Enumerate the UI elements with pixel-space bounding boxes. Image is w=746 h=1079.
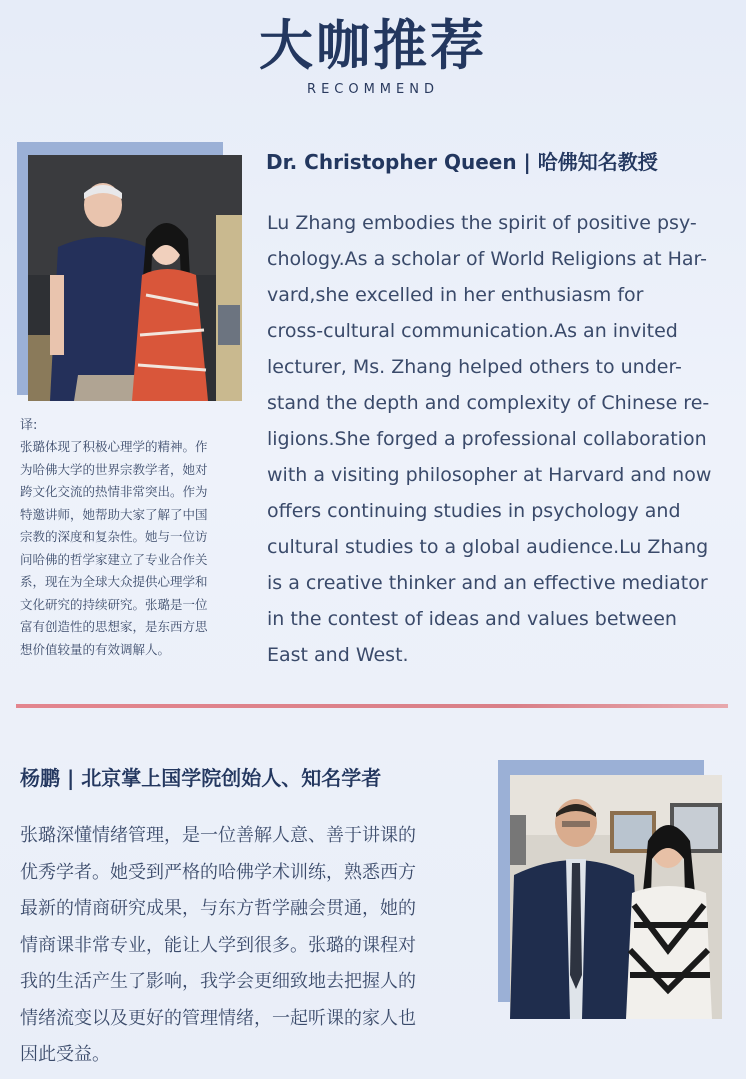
translation-line: 富有创造性的思想家，是东西方思 bbox=[20, 619, 208, 634]
translation-line: 张璐体现了积极心理学的精神。作 bbox=[20, 439, 208, 454]
section2-body-line: 优秀学者。她受到严格的哈佛学术训练，熟悉西方 bbox=[20, 861, 416, 883]
translation-line: 宗教的深度和复杂性。她与一位访 bbox=[20, 529, 208, 544]
section1-body-line: vard,she excelled in her enthusiasm for bbox=[267, 284, 644, 306]
section1-body-line: offers continuing studies in psychology and bbox=[267, 500, 681, 522]
translation-line: 为哈佛大学的世界宗教学者，她对 bbox=[20, 461, 208, 477]
photo-yang-peng bbox=[510, 775, 722, 1019]
section2-body-line: 张璐深懂情绪管理，是一位善解人意、善于讲课的 bbox=[20, 825, 416, 846]
page-subtitle: RECOMMEND bbox=[307, 82, 439, 97]
section1-body-line: chology.As a scholar of World Religions at Har- bbox=[267, 248, 707, 270]
section1-body bbox=[267, 205, 727, 673]
translation-body bbox=[20, 436, 252, 661]
translation-label: 译: bbox=[20, 418, 38, 433]
section1-body-line: is a creative thinker and an effective mediator bbox=[267, 572, 708, 594]
translation-line: 想价值较量的有效调解人。 bbox=[20, 641, 171, 657]
section1-body-line: East and West. bbox=[267, 644, 409, 666]
photo-christopher-queen bbox=[28, 155, 242, 401]
section1-body-line: cultural studies to a global audience.Lu Zhang bbox=[267, 536, 709, 558]
page-title: 大咖推荐 bbox=[259, 14, 487, 77]
section1-body-line: stand the depth and complexity of Chinese re- bbox=[267, 392, 710, 414]
section2-heading: 杨鹏 | 北京掌上国学院创始人、知名学者 bbox=[20, 766, 382, 790]
section1-heading: Dr. Christopher Queen | 哈佛知名教授 bbox=[266, 150, 658, 174]
section2-body-line: 因此受益。 bbox=[20, 1044, 110, 1065]
section1-body-line: in the contest of ideas and values between bbox=[267, 608, 677, 630]
section2-body-line: 最新的情商研究成果，与东方哲学融会贯通，她的 bbox=[20, 898, 416, 919]
section2-body bbox=[20, 818, 490, 1074]
section2-body-line: 情商课非常专业，能让人学到很多。张璐的课程对 bbox=[20, 934, 416, 956]
section2-body-line: 情绪流变以及更好的管理情绪，一起听课的家人也 bbox=[20, 1007, 416, 1029]
section-divider bbox=[16, 704, 728, 708]
section2-body-line: 我的生活产生了影响，我学会更细致地去把握人的 bbox=[20, 971, 416, 992]
translation-line: 文化研究的持续研究。张璐是一位 bbox=[20, 596, 208, 612]
translation-line: 系，现在为全球大众提供心理学和 bbox=[20, 574, 208, 589]
section1-body-line: lecturer, Ms. Zhang helped others to under- bbox=[267, 356, 682, 378]
translation-line: 跨文化交流的热情非常突出。作为 bbox=[20, 484, 208, 499]
section1-body-line: ligions.She forged a professional collaboration bbox=[267, 428, 707, 450]
section1-body-line: Lu Zhang embodies the spirit of positive psy- bbox=[267, 212, 697, 234]
section1-body-line: with a visiting philosopher at Harvard and now bbox=[267, 464, 712, 486]
translation-line: 特邀讲师，她帮助大家了解了中国 bbox=[20, 506, 208, 522]
translation-line: 问哈佛的哲学家建立了专业合作关 bbox=[20, 551, 208, 567]
section1-body-line: cross-cultural communication.As an invited bbox=[267, 320, 678, 342]
